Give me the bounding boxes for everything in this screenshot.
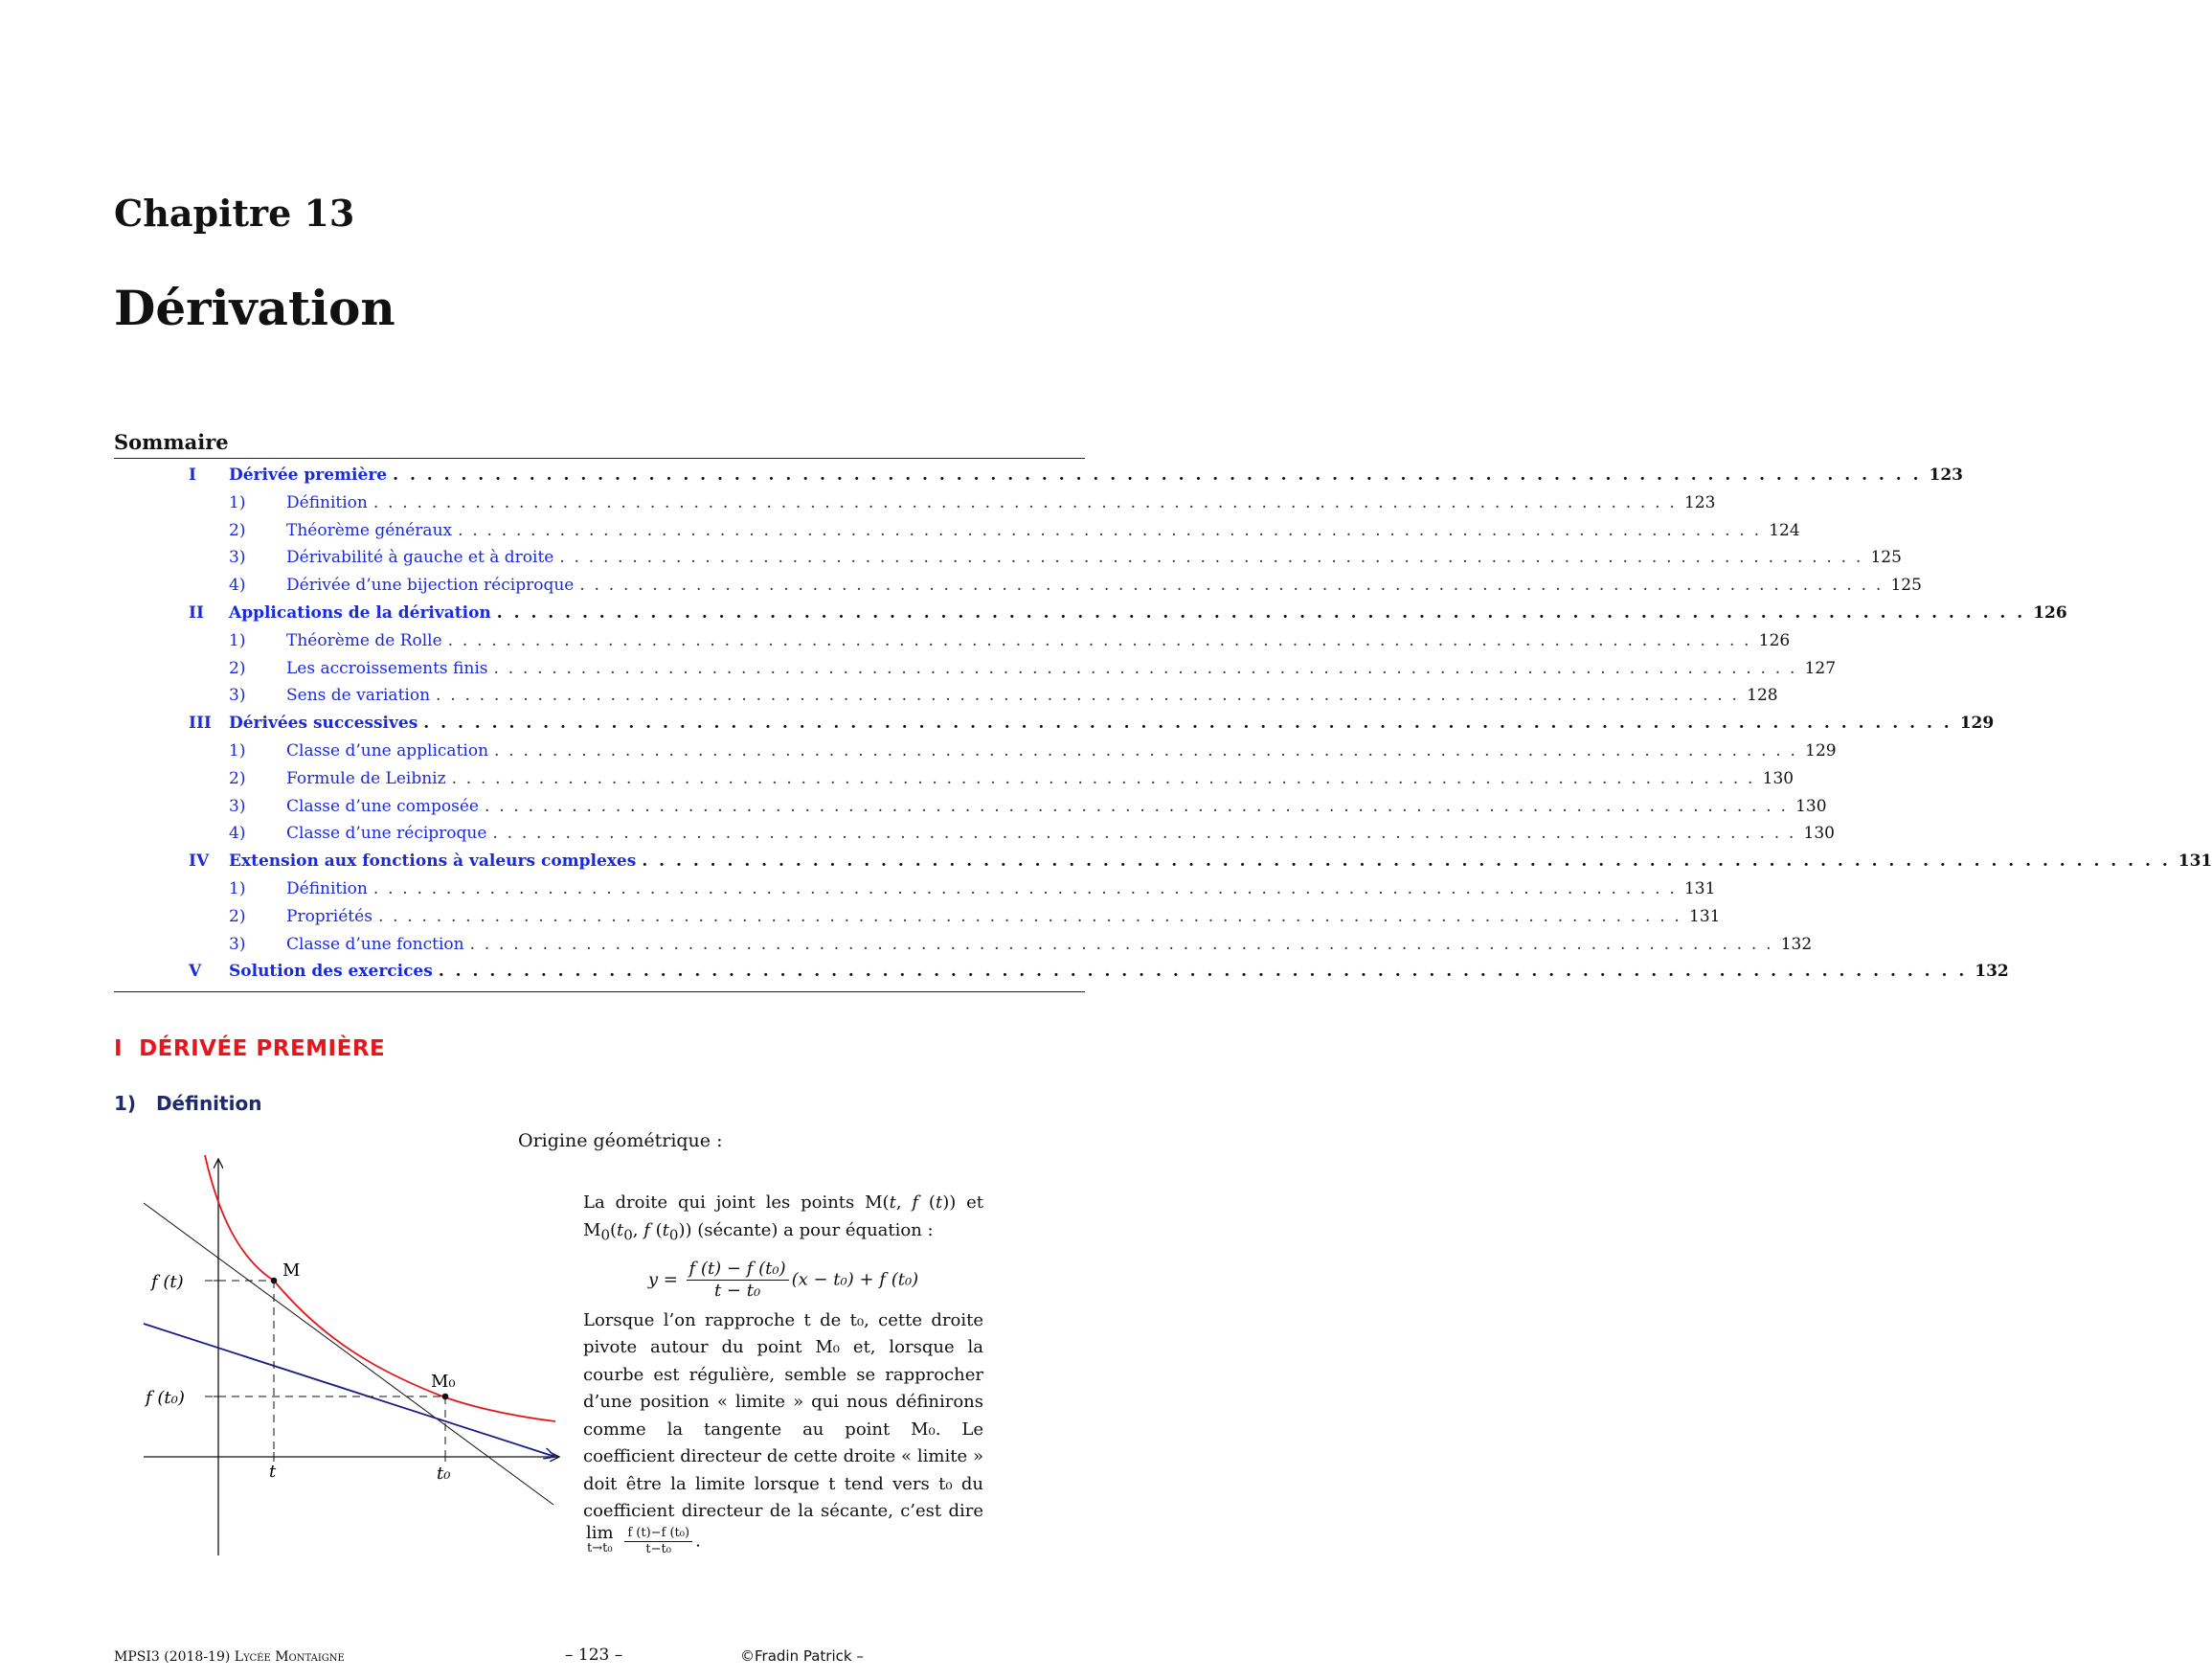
toc-entry-page: 123 bbox=[1683, 492, 1716, 512]
toc-entry-number: 4) bbox=[229, 824, 246, 844]
toc-entry-page: 126 bbox=[2033, 602, 2067, 623]
toc-entry-title[interactable]: Classe d’une application bbox=[286, 741, 494, 761]
toc-entry-number: 1) bbox=[229, 878, 246, 898]
toc-entry-number: 2) bbox=[229, 906, 246, 926]
toc-entry-page: 131 bbox=[2178, 851, 2212, 872]
toc-leader-dots: . . . . . . . . . . . . . . . . . . . . . . . . . . . . . . . . . . . . . . . . . . . . . . . . . . . . . . . . . . . . . . . . . . . . . . . . . . . . . . . . . . . . . . . . . . bbox=[423, 714, 1952, 734]
toc-entry[interactable] bbox=[114, 824, 1835, 851]
toc-entry-title[interactable]: Définition bbox=[286, 879, 373, 898]
label-M0: M₀ bbox=[431, 1372, 456, 1392]
secant-line bbox=[144, 1203, 553, 1505]
toc-leader-dots: . . . . . . . . . . . . . . . . . . . . . . . . . . . . . . . . . . . . . . . . . . . . . . . . . . . . . . . . . . . . . . . . . . . . . . . . . . . . . . . . . . . . . . . . . . bbox=[494, 740, 1798, 761]
toc-entry[interactable] bbox=[114, 740, 1837, 769]
toc-entry[interactable] bbox=[114, 714, 1995, 741]
chapter-title: Dérivation bbox=[114, 280, 395, 336]
toc-entry-page: 132 bbox=[1975, 962, 2009, 982]
toc-top-rule bbox=[114, 458, 1085, 459]
toc-leader-dots: . . . . . . . . . . . . . . . . . . . . . . . . . . . . . . . . . . . . . . . . . . . . . . . . . . . . . . . . . . . . . . . . . . . . . . . . . . . . . . . . . . . . . . . . . . bbox=[484, 796, 1789, 816]
toc-entry-page: 125 bbox=[1870, 548, 1902, 568]
toc-entry-title[interactable]: Solution des exercices bbox=[229, 962, 439, 981]
toc-leader-dots: . . . . . . . . . . . . . . . . . . . . . . . . . . . . . . . . . . . . . . . . . . . . . . . . . . . . . . . . . . . . . . . . . . . . . . . . . . . . . . . . . . . . . . . . . . bbox=[458, 520, 1762, 540]
toc-entry-page: 130 bbox=[1762, 768, 1794, 788]
toc-entry-page: 130 bbox=[1795, 796, 1827, 816]
footer-class: MPSI3 (2018-19) Lycée Montaigne bbox=[114, 1649, 345, 1665]
toc-leader-dots: . . . . . . . . . . . . . . . . . . . . . . . . . . . . . . . . . . . . . . . . . . . . . . . . . . . . . . . . . . . . . . . . . . . . . . . . . . . . . . . . . . . . . . . . . . bbox=[579, 576, 1884, 596]
label-ft: f (t) bbox=[151, 1272, 184, 1292]
toc-leader-dots: . . . . . . . . . . . . . . . . . . . . . . . . . . . . . . . . . . . . . . . . . . . . . . . . . . . . . . . . . . . . . . . . . . . . . . . . . . . . . . . . . . . . . . . . . . bbox=[447, 630, 1751, 650]
toc-entry-number: 1) bbox=[229, 740, 246, 761]
toc-entry[interactable] bbox=[114, 520, 1800, 549]
subsection-title: Définition bbox=[155, 1092, 262, 1115]
toc-entry[interactable] bbox=[114, 878, 1716, 907]
toc-leader-dots: . . . . . . . . . . . . . . . . . . . . . . . . . . . . . . . . . . . . . . . . . . . . . . . . . . . . . . . . . . . . . . . . . . . . . . . . . . . . . . . . . . . . . . . . . . bbox=[372, 492, 1677, 512]
toc-leader-dots: . . . . . . . . . . . . . . . . . . . . . . . . . . . . . . . . . . . . . . . . . . . . . . . . . . . . . . . . . . . . . . . . . . . . . . . . . . . . . . . . . . . . . . . . . . bbox=[436, 686, 1740, 706]
toc-entry-number: 3) bbox=[229, 686, 246, 706]
toc-entry[interactable] bbox=[114, 548, 1902, 576]
tangent-line bbox=[144, 1324, 555, 1457]
toc-entry-title[interactable]: Classe d’une fonction bbox=[286, 935, 470, 954]
toc-entry-title[interactable]: Théorème de Rolle bbox=[286, 631, 448, 650]
toc-entry-page: 129 bbox=[1805, 740, 1837, 761]
toc-entry-title[interactable]: Formule de Leibniz bbox=[286, 769, 452, 788]
point-M bbox=[271, 1278, 278, 1284]
toc-leader-dots: . . . . . . . . . . . . . . . . . . . . . . . . . . . . . . . . . . . . . . . . . . . . . . . . . . . . . . . . . . . . . . . . . . . . . . . . . . . . . . . . . . . . . . . . . . bbox=[393, 465, 1922, 485]
origin-caption: Origine géométrique : bbox=[518, 1130, 723, 1151]
toc-entry-title[interactable]: Sens de variation bbox=[286, 686, 436, 705]
explanation-text bbox=[583, 1190, 983, 1557]
toc-entry-number: 3) bbox=[229, 796, 246, 816]
toc-leader-dots: . . . . . . . . . . . . . . . . . . . . . . . . . . . . . . . . . . . . . . . . . . . . . . . . . . . . . . . . . . . . . . . . . . . . . . . . . . . . . . . . . . . . . . . . . . bbox=[377, 906, 1682, 926]
label-ft0: f (t₀) bbox=[146, 1388, 185, 1408]
toc-entry-title[interactable]: Extension aux fonctions à valeurs complexes bbox=[229, 851, 642, 871]
point-M0 bbox=[442, 1394, 449, 1400]
label-t0: t₀ bbox=[437, 1464, 451, 1484]
toc-entry[interactable] bbox=[114, 465, 1964, 493]
toc-heading: Sommaire bbox=[114, 430, 229, 454]
toc-entry[interactable] bbox=[114, 768, 1794, 797]
toc-entry-page: 131 bbox=[1689, 906, 1721, 926]
toc-leader-dots: . . . . . . . . . . . . . . . . . . . . . . . . . . . . . . . . . . . . . . . . . . . . . . . . . . . . . . . . . . . . . . . . . . . . . . . . . . . . . . . . . . . . . . . . . . bbox=[492, 824, 1796, 844]
toc-entry-number: 3) bbox=[229, 934, 246, 954]
subsection-number: 1) bbox=[114, 1092, 137, 1115]
toc-entry-page: 128 bbox=[1747, 686, 1778, 706]
table-of-contents bbox=[114, 465, 2212, 989]
toc-entry[interactable] bbox=[114, 658, 1837, 687]
secant-paragraph: La droite qui joint les points M(t, f (t)) et $M_0(t_0$, f $(t_0)$) (sécante) a pour équation : bbox=[583, 1192, 983, 1244]
toc-entry-title[interactable]: Dérivabilité à gauche et à droite bbox=[286, 548, 559, 567]
toc-entry-number: 2) bbox=[229, 520, 246, 540]
toc-leader-dots: . . . . . . . . . . . . . . . . . . . . . . . . . . . . . . . . . . . . . . . . . . . . . . . . . . . . . . . . . . . . . . . . . . . . . . . . . . . . . . . . . . . . . . . . . . bbox=[469, 934, 1773, 954]
toc-entry-number: II bbox=[189, 602, 204, 623]
toc-entry-number: I bbox=[189, 465, 196, 485]
toc-entry-number: 3) bbox=[229, 548, 246, 568]
toc-entry[interactable] bbox=[114, 906, 1721, 935]
toc-entry-number: 1) bbox=[229, 492, 246, 512]
toc-leader-dots: . . . . . . . . . . . . . . . . . . . . . . . . . . . . . . . . . . . . . . . . . . . . . . . . . . . . . . . . . . . . . . . . . . . . . . . . . . . . . . . . . . . . . . . . . . bbox=[438, 962, 1968, 982]
label-t: t bbox=[269, 1462, 277, 1482]
section-number: I bbox=[114, 1036, 124, 1061]
section-heading bbox=[114, 1036, 385, 1061]
toc-entry-title[interactable]: Définition bbox=[286, 493, 373, 512]
toc-entry-page: 131 bbox=[1683, 878, 1716, 898]
toc-entry[interactable] bbox=[114, 576, 1922, 603]
toc-entry[interactable] bbox=[114, 796, 1827, 825]
toc-entry-title[interactable]: Classe d’une composée bbox=[286, 797, 485, 816]
toc-entry[interactable] bbox=[114, 851, 2212, 879]
toc-entry-title[interactable]: Classe d’une réciproque bbox=[286, 824, 492, 843]
toc-entry-title[interactable]: Applications de la dérivation bbox=[229, 603, 497, 623]
toc-leader-dots: . . . . . . . . . . . . . . . . . . . . . . . . . . . . . . . . . . . . . . . . . . . . . . . . . . . . . . . . . . . . . . . . . . . . . . . . . . . . . . . . . . . . . . . . . . bbox=[496, 602, 2026, 623]
toc-entry-number: III bbox=[189, 714, 212, 734]
toc-entry[interactable] bbox=[114, 686, 1778, 714]
toc-leader-dots: . . . . . . . . . . . . . . . . . . . . . . . . . . . . . . . . . . . . . . . . . . . . . . . . . . . . . . . . . . . . . . . . . . . . . . . . . . . . . . . . . . . . . . . . . . bbox=[372, 878, 1677, 898]
toc-leader-dots: . . . . . . . . . . . . . . . . . . . . . . . . . . . . . . . . . . . . . . . . . . . . . . . . . . . . . . . . . . . . . . . . . . . . . . . . . . . . . . . . . . . . . . . . . . bbox=[451, 768, 1755, 788]
toc-entry-page: 123 bbox=[1929, 465, 1964, 485]
toc-entry-page: 132 bbox=[1780, 934, 1813, 954]
toc-entry-number: 2) bbox=[229, 768, 246, 788]
toc-entry-number: 1) bbox=[229, 630, 246, 650]
footer-page-number: – 123 – bbox=[565, 1646, 623, 1665]
secant-equation: y = $\frac{\text{f (t) − f (t₀)}}{\text{t − t₀}}$ (x − t₀) + f (t₀) bbox=[647, 1258, 919, 1301]
toc-entry-page: 126 bbox=[1758, 630, 1791, 650]
derivative-figure bbox=[144, 1146, 565, 1567]
toc-entry-title[interactable]: Dérivées successives bbox=[229, 714, 423, 733]
toc-leader-dots: . . . . . . . . . . . . . . . . . . . . . . . . . . . . . . . . . . . . . . . . . . . . . . . . . . . . . . . . . . . . . . . . . . . . . . . . . . . . . . . . . . . . . . . . . . bbox=[642, 851, 2171, 872]
toc-entry[interactable] bbox=[114, 602, 2067, 631]
toc-entry-number: 4) bbox=[229, 576, 246, 596]
toc-entry-title[interactable]: Dérivée première bbox=[229, 465, 393, 485]
limit-paragraph: Lorsque l’on rapproche t de t₀, cette droite pivote autour du point M₀ et, lorsque la courbe est régulière, semble se rapprocher d’une position « limite » qui nous définirons comme la tangente au point M₀. Le coefficient directeur de cette droite « limite » doit être la limite lorsque t tend vers t₀ du coefficient directeur de la sécante, c’est dire lim t→t₀ $\frac{\text{f (t)−f (t₀)}}{\text{t−t₀}}$ . bbox=[583, 1309, 983, 1556]
toc-leader-dots: . . . . . . . . . . . . . . . . . . . . . . . . . . . . . . . . . . . . . . . . . . . . . . . . . . . . . . . . . . . . . . . . . . . . . . . . . . . . . . . . . . . . . . . . . . bbox=[493, 658, 1797, 678]
toc-entry-page: 129 bbox=[1959, 714, 1995, 734]
toc-entry-title[interactable]: Théorème généraux bbox=[286, 521, 458, 540]
toc-entry-number: IV bbox=[189, 851, 210, 872]
section-title: DÉRIVÉE PREMIÈRE bbox=[139, 1036, 386, 1061]
toc-entry-number: V bbox=[189, 962, 202, 982]
toc-entry-page: 124 bbox=[1769, 520, 1800, 540]
toc-entry[interactable] bbox=[114, 962, 2009, 989]
footer-author: ©Fradin Patrick – bbox=[740, 1647, 864, 1665]
toc-entry[interactable] bbox=[114, 934, 1813, 963]
subsection-heading bbox=[114, 1092, 261, 1115]
toc-entry-page: 127 bbox=[1804, 658, 1837, 678]
toc-bottom-rule bbox=[114, 991, 1085, 992]
toc-entry-number: 2) bbox=[229, 658, 246, 678]
toc-entry-title[interactable]: Propriétés bbox=[286, 907, 378, 926]
toc-entry-page: 125 bbox=[1890, 576, 1922, 596]
toc-entry-page: 130 bbox=[1803, 824, 1835, 844]
label-M: M bbox=[282, 1260, 301, 1281]
chapter-label: Chapitre 13 bbox=[114, 192, 355, 235]
toc-entry-title[interactable]: Dérivée d’une bijection réciproque bbox=[286, 576, 579, 595]
toc-entry-title[interactable]: Les accroissements finis bbox=[286, 659, 494, 678]
toc-leader-dots: . . . . . . . . . . . . . . . . . . . . . . . . . . . . . . . . . . . . . . . . . . . . . . . . . . . . . . . . . . . . . . . . . . . . . . . . . . . . . . . . . . . . . . . . . . bbox=[559, 548, 1863, 568]
function-curve bbox=[205, 1155, 555, 1421]
toc-entry[interactable] bbox=[114, 630, 1791, 659]
toc-entry[interactable] bbox=[114, 492, 1716, 521]
